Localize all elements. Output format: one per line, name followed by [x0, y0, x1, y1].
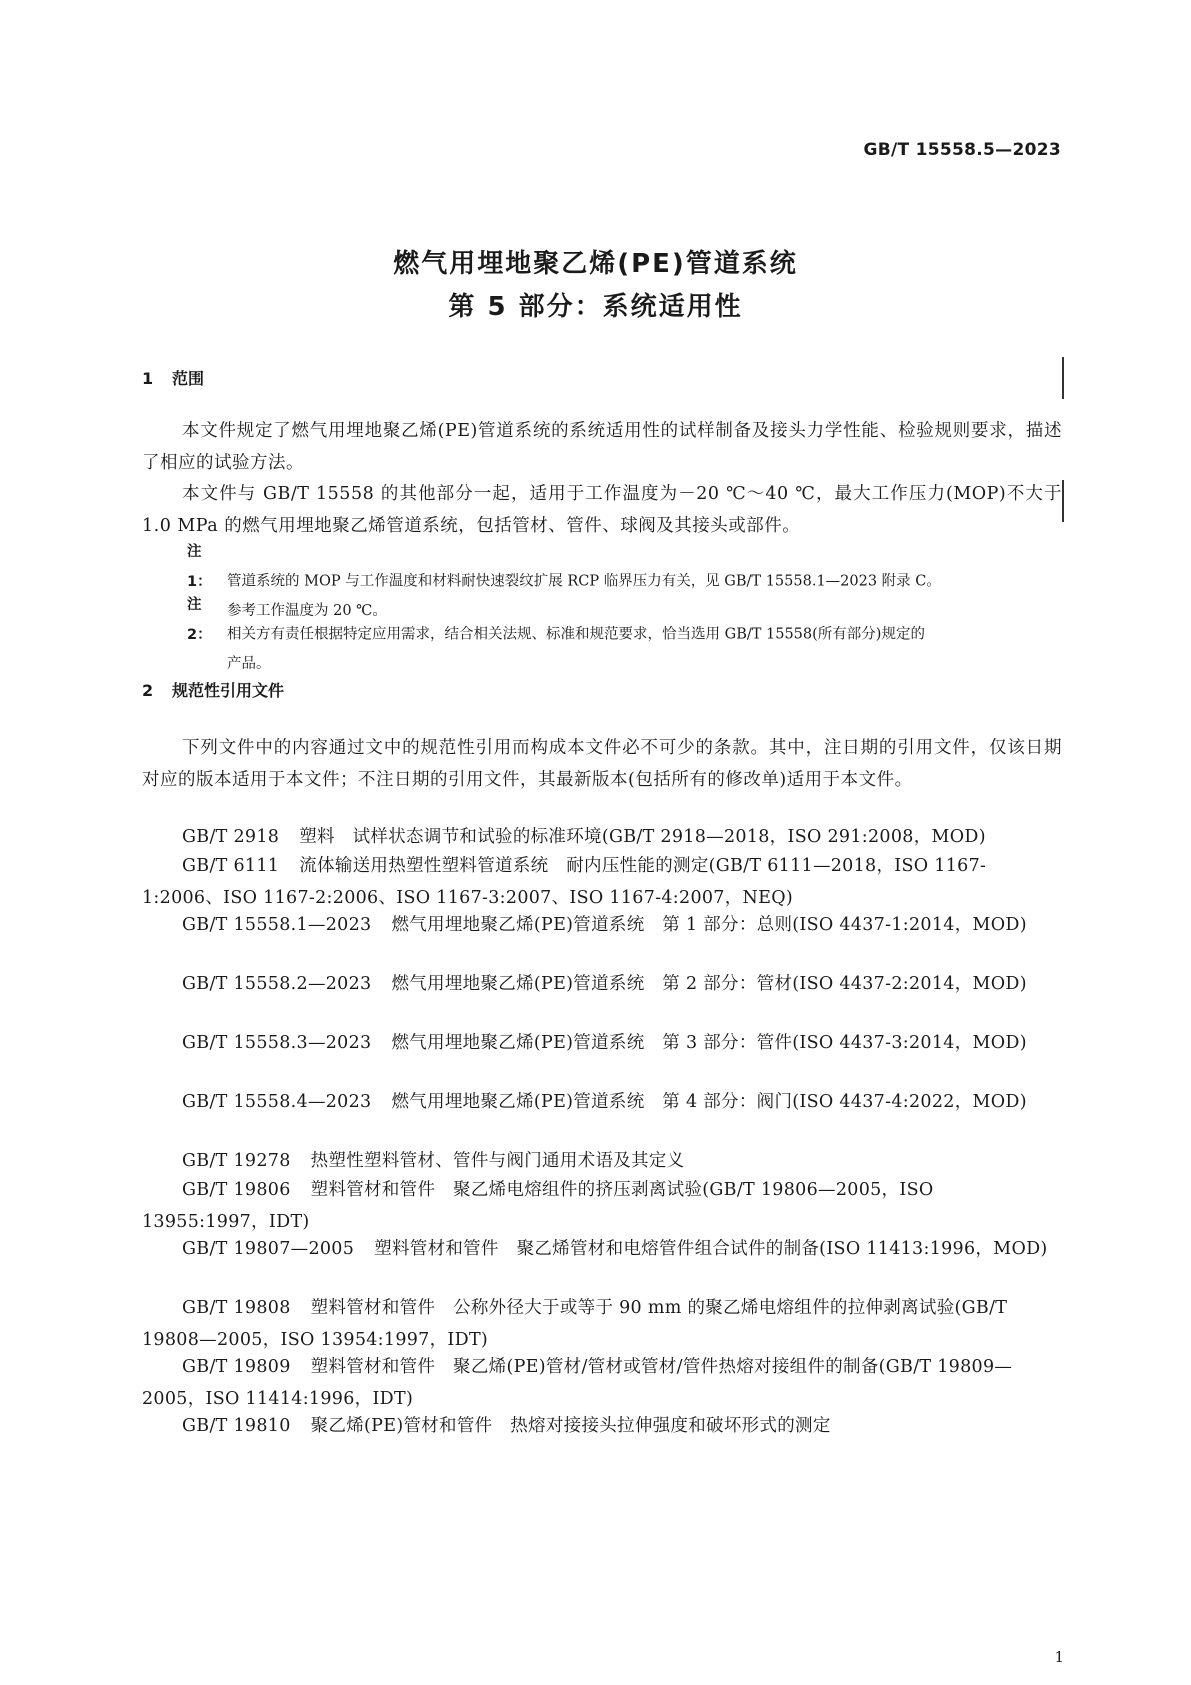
reference-title: 塑料管材和管件 聚乙烯电熔组件的挤压剥离试验(GB/T 19806—2005，ISO 13955:1997，IDT) [142, 1180, 934, 1232]
reference-entry [142, 1293, 1062, 1356]
revision-bar [1062, 357, 1064, 399]
note-2-text: 相关方有责任根据特定应用需求，结合相关法规、标准和规范要求，恰当选用 GB/T 15558(所有部分)规定的 [227, 626, 925, 643]
normative-references-intro: 下列文件中的内容通过文中的规范性引用而构成本文件必不可少的条款。其中，注日期的引用文件，仅该日期对应的版本适用于本文件；不注日期的引用文件，其最新版本(包括所有的修改单)适用于本文件。 [142, 738, 1062, 790]
note-2 [187, 591, 1060, 680]
reference-code: GB/T 19808 [182, 1298, 291, 1318]
reference-entry [142, 969, 1062, 1001]
reference-code: GB/T 19809 [182, 1357, 291, 1377]
reference-code: GB/T 15558.1—2023 [182, 915, 372, 935]
reference-entry [142, 1411, 1062, 1443]
section-2-number: 2 [142, 681, 154, 700]
reference-code: GB/T 6111 [182, 856, 280, 876]
title-line-1: 燃气用埋地聚乙烯(PE)管道系统 [393, 249, 798, 279]
reference-title: 塑料管材和管件 聚乙烯(PE)管材/管材或管材/管件热熔对接组件的制备(GB/T 19809—2005，ISO 11414:1996，IDT) [142, 1357, 1013, 1409]
note-1-label: 注 1： [187, 544, 212, 590]
reference-title: 燃气用埋地聚乙烯(PE)管道系统 第 1 部分：总则(ISO 4437-1:2014，MOD) [391, 915, 1027, 935]
section-1-title: 范围 [172, 369, 205, 388]
note-2-continuation: 产品。 [227, 656, 271, 672]
reference-entry [142, 1352, 1062, 1415]
scope-paragraph-1: 本文件规定了燃气用埋地聚乙烯(PE)管道系统的系统适用性的试样制备及接头力学性能、检验规则要求，描述了相应的试验方法。 [142, 421, 1062, 473]
note-1-text: 管道系统的 MOP 与工作温度和材料耐快速裂纹扩展 RCP 临界压力有关，见 GB/T 15558.1—2023 附录 C。 [227, 573, 941, 590]
reference-code: GB/T 19807—2005 [182, 1239, 355, 1259]
reference-entry [142, 1234, 1062, 1266]
note-2-label: 注 2： [187, 597, 212, 643]
scope-paragraph-2: 本文件与 GB/T 15558 的其他部分一起，适用于工作温度为－20 ℃～40 ℃，最大工作压力(MOP)不大于 1.0 MPa 的燃气用埋地聚乙烯管道系统，包括管材、管件、球阀及其接头或部件。 [142, 484, 1062, 536]
reference-title: 燃气用埋地聚乙烯(PE)管道系统 第 4 部分：阀门(ISO 4437-4:2022，MOD) [391, 1092, 1027, 1112]
reference-title: 燃气用埋地聚乙烯(PE)管道系统 第 3 部分：管件(ISO 4437-3:2014，MOD) [391, 1033, 1027, 1053]
reference-code: GB/T 19278 [182, 1151, 291, 1171]
reference-entry [142, 822, 1062, 854]
note-1-continuation: 参考工作温度为 20 ℃。 [227, 603, 387, 619]
reference-code: GB/T 19806 [182, 1180, 291, 1200]
section-1-number: 1 [142, 369, 154, 388]
reference-title: 塑料管材和管件 公称外径大于或等于 90 mm 的聚乙烯电熔组件的拉伸剥离试验(GB/T 19808—2005，ISO 13954:1997，IDT) [142, 1298, 1008, 1350]
section-2-heading [142, 678, 284, 701]
reference-code: GB/T 2918 [182, 827, 280, 847]
section-1-heading [142, 366, 204, 389]
reference-title: 聚乙烯(PE)管材和管件 热熔对接接头拉伸强度和破坏形式的测定 [310, 1416, 831, 1436]
reference-title: 塑料 试样状态调节和试验的标准环境(GB/T 2918—2018，ISO 291:2008，MOD) [299, 827, 986, 847]
document-code: GB/T 15558.5—2023 [863, 140, 1061, 160]
page-number: 1 [1054, 1648, 1064, 1666]
reference-code: GB/T 15558.2—2023 [182, 974, 372, 994]
revision-bar [1062, 480, 1064, 522]
reference-title: 燃气用埋地聚乙烯(PE)管道系统 第 2 部分：管材(ISO 4437-2:2014，MOD) [391, 974, 1027, 994]
reference-title: 塑料管材和管件 聚乙烯管材和电熔管件组合试件的制备(ISO 11413:1996，MOD) [374, 1239, 1048, 1259]
reference-entry [142, 1028, 1062, 1060]
reference-code: GB/T 15558.4—2023 [182, 1092, 372, 1112]
title-line-2: 第 5 部分：系统适用性 [448, 292, 743, 322]
reference-title: 热塑性塑料管材、管件与阀门通用术语及其定义 [310, 1151, 685, 1171]
section-2-title: 规范性引用文件 [172, 681, 285, 700]
reference-entry [142, 1146, 1062, 1178]
reference-entry [142, 851, 1062, 914]
reference-entry [142, 1175, 1062, 1238]
reference-title: 流体输送用热塑性塑料管道系统 耐内压性能的测定(GB/T 6111—2018，ISO 1167-1:2006、ISO 1167-2:2006、ISO 1167-3:2007、ISO 1167-4:2007，NEQ) [142, 856, 987, 908]
reference-code: GB/T 19810 [182, 1416, 291, 1436]
reference-code: GB/T 15558.3—2023 [182, 1033, 372, 1053]
reference-entry [142, 910, 1062, 942]
reference-entry [142, 1087, 1062, 1119]
